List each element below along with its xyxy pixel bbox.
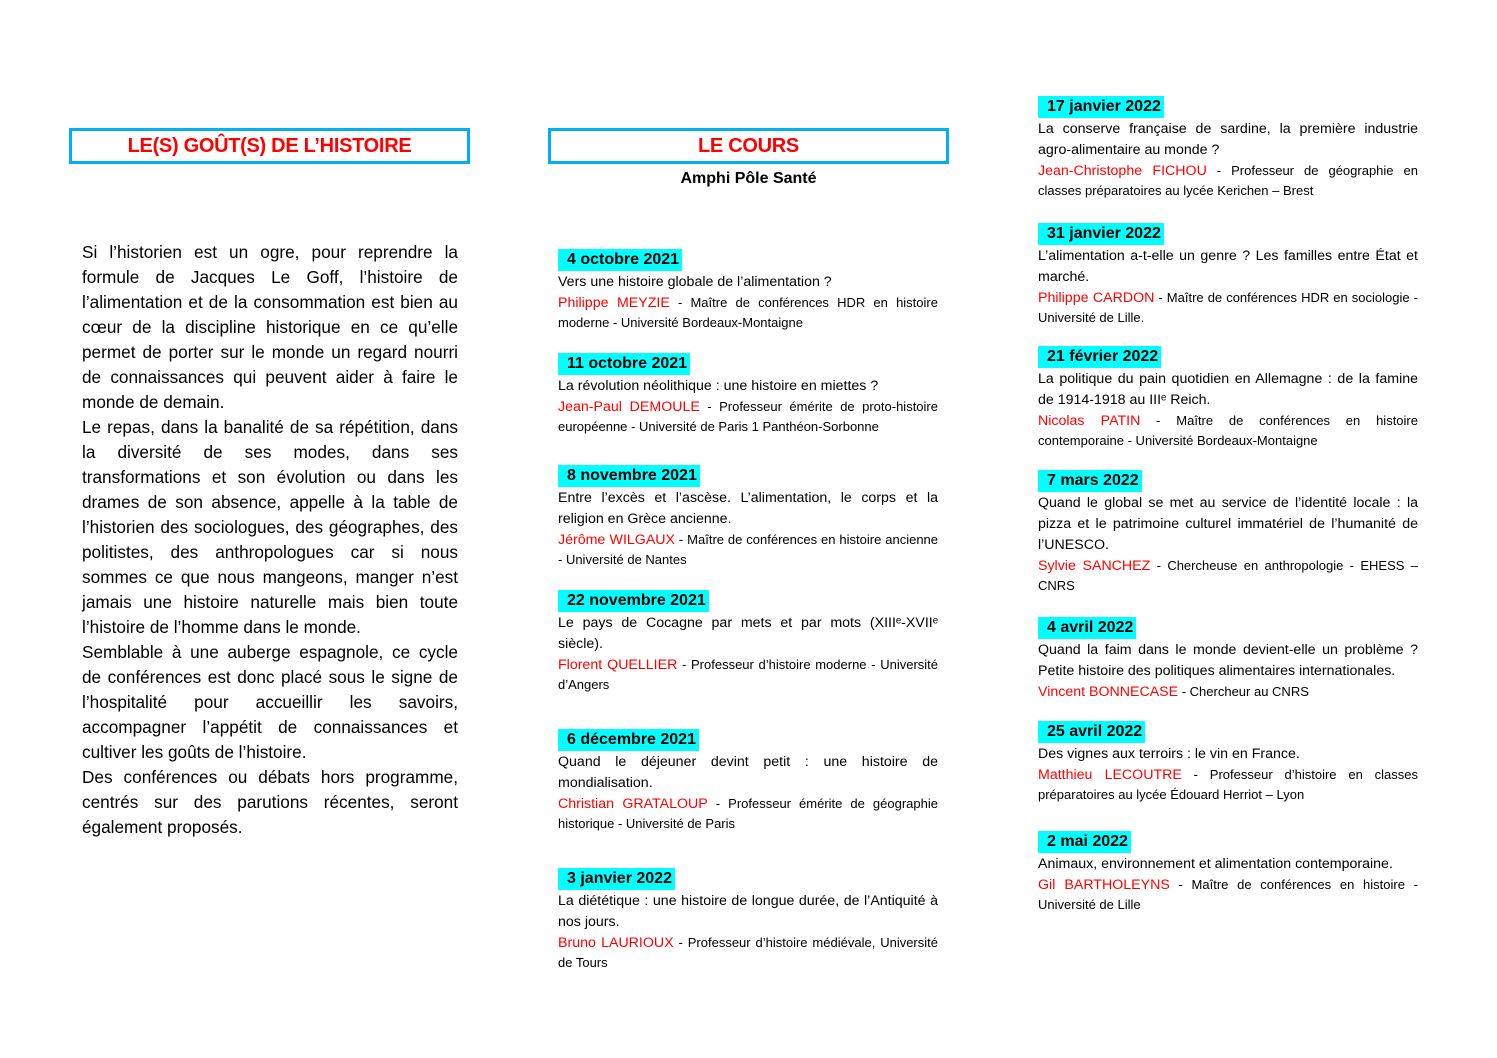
speaker-affiliation: - Maître de conférences en histoire contemporaine - Université Bordeaux-Montaigne bbox=[1038, 413, 1418, 448]
intro-title-box bbox=[69, 128, 470, 164]
speaker-name: Jean-Christophe FICHOU bbox=[1038, 163, 1207, 179]
talk-speaker-line bbox=[1038, 765, 1418, 805]
speaker-name: Jérôme WILGAUX bbox=[558, 532, 675, 548]
speaker-affiliation: - Professeur d’histoire médiévale, Université de Tours bbox=[558, 935, 938, 970]
talk-title: La révolution néolithique : une histoire en miettes ? bbox=[558, 378, 879, 394]
speaker-affiliation: - Professeur émérite de proto-histoire européenne - Université de Paris 1 Panthéon-Sorbonne bbox=[558, 399, 938, 434]
intro-paragraph: Si l’historien est un ogre, pour reprendre la formule de Jacques Le Goff, l’histoire de l’alimentation et de la consommation est bien au cœur de la discipline historique en ce qu’elle permet de porter sur le monde un regard nourri de connaissances qui peuvent aider à faire le monde de demain. bbox=[82, 242, 458, 412]
talk-entry bbox=[558, 729, 938, 834]
talk-title: Quand le déjeuner devint petit : une histoire de mondialisation. bbox=[558, 754, 938, 791]
talk-speaker-line bbox=[1038, 556, 1418, 596]
talk-date: 4 octobre 2021 bbox=[558, 249, 682, 271]
talk-date: 22 novembre 2021 bbox=[558, 590, 709, 612]
course-title-box bbox=[548, 128, 949, 164]
talk-entry bbox=[1038, 470, 1418, 596]
talk-title: Quand le global se met au service de l’identité locale : la pizza et le patrimoine culturel immatériel de l’humanité de l’UNESCO. bbox=[1038, 495, 1418, 553]
speaker-affiliation: - Maître de conférences en histoire - Université de Lille bbox=[1038, 877, 1418, 912]
speaker-name: Matthieu LECOUTRE bbox=[1038, 767, 1182, 783]
speaker-affiliation: - Professeur d’histoire en classes préparatoires au lycée Édouard Herriot – Lyon bbox=[1038, 767, 1418, 802]
intro-paragraph: Des conférences ou débats hors programme, centrés sur des parutions récentes, seront également proposés. bbox=[82, 767, 458, 837]
speaker-name: Vincent BONNECASE bbox=[1038, 684, 1179, 700]
talk-speaker-line bbox=[1038, 682, 1418, 702]
speaker-affiliation: - Maître de conférences HDR en sociologie - Université de Lille. bbox=[1038, 290, 1419, 325]
intro-paragraph: Le repas, dans la banalité de sa répétition, dans la diversité de ses modes, dans ses transformations et son évolution ou dans les drames de son absence, appelle à la table de l’historien des sociologues, des géographes, des politistes, des anthropologues car si nous sommes ce que nous mangeons, manger n’est jamais une histoire naturelle mais bien toute l’histoire de l’homme dans le monde. bbox=[82, 417, 458, 637]
speaker-affiliation: - Chercheur au CNRS bbox=[1178, 684, 1309, 699]
talk-date: 17 janvier 2022 bbox=[1038, 96, 1164, 118]
talk-date: 31 janvier 2022 bbox=[1038, 223, 1164, 245]
talk-entry bbox=[1038, 96, 1418, 201]
talk-speaker-line bbox=[558, 655, 938, 695]
speaker-affiliation: - Maître de conférences HDR en histoire moderne - Université Bordeaux-Montaigne bbox=[558, 295, 938, 330]
speaker-name: Bruno LAURIOUX bbox=[558, 935, 674, 951]
talk-date: 21 février 2022 bbox=[1038, 346, 1161, 368]
talk-speaker-line bbox=[1038, 288, 1418, 328]
talk-date: 11 octobre 2021 bbox=[558, 353, 690, 375]
talk-entry bbox=[558, 353, 938, 437]
talk-speaker-line bbox=[558, 933, 938, 973]
speaker-name: Christian GRATALOUP bbox=[558, 796, 708, 812]
talks-column-middle bbox=[558, 229, 938, 973]
talk-entry bbox=[558, 465, 938, 570]
talk-entry bbox=[558, 590, 938, 695]
talk-title: Le pays de Cocagne par mets et par mots (XIIIᵉ-XVIIᵉ siècle). bbox=[558, 615, 938, 652]
intro-paragraph: Semblable à une auberge espagnole, ce cycle de conférences est donc placé sous le signe de l’hospitalité pour accueillir les savoirs, accompagner l’appétit de connaissances et cultiver les goûts de l’histoire. bbox=[82, 642, 458, 762]
talk-speaker-line bbox=[1038, 411, 1418, 451]
talk-title: Quand la faim dans le monde devient-elle un problème ? Petite histoire des politiques alimentaires internationales. bbox=[1038, 642, 1418, 679]
talk-speaker-line bbox=[1038, 161, 1418, 201]
talk-speaker-line bbox=[558, 293, 938, 333]
speaker-name: Gil BARTHOLEYNS bbox=[1038, 877, 1170, 893]
speaker-name: Nicolas PATIN bbox=[1038, 413, 1141, 429]
talk-title: Vers une histoire globale de l’alimentation ? bbox=[558, 274, 832, 290]
speaker-affiliation: - Maître de conférences en histoire ancienne - Université de Nantes bbox=[558, 532, 939, 567]
talk-speaker-line bbox=[558, 530, 938, 570]
talk-title: Animaux, environnement et alimentation contemporaine. bbox=[1038, 856, 1393, 872]
talk-speaker-line bbox=[1038, 875, 1418, 915]
intro-text bbox=[82, 240, 458, 840]
talk-entry bbox=[558, 249, 938, 333]
talk-entry bbox=[1038, 223, 1418, 328]
speaker-name: Philippe CARDON bbox=[1038, 290, 1155, 306]
talk-entry bbox=[558, 868, 938, 973]
speaker-name: Jean-Paul DEMOULE bbox=[558, 399, 700, 415]
talk-date: 3 janvier 2022 bbox=[558, 868, 675, 890]
intro-title: LE(S) GOÛT(S) DE L’HISTOIRE bbox=[127, 134, 412, 157]
talk-entry bbox=[1038, 617, 1418, 702]
speaker-name: Sylvie SANCHEZ bbox=[1038, 558, 1151, 574]
talk-date: 25 avril 2022 bbox=[1038, 721, 1145, 743]
course-title: LE COURS bbox=[698, 134, 799, 157]
talk-date: 4 avril 2022 bbox=[1038, 617, 1136, 639]
talk-speaker-line bbox=[558, 794, 938, 834]
talk-date: 8 novembre 2021 bbox=[558, 465, 700, 487]
speaker-affiliation: - Chercheuse en anthropologie - EHESS – CNRS bbox=[1038, 558, 1418, 593]
talk-title: Entre l’excès et l’ascèse. L’alimentation, le corps et la religion en Grèce ancienne. bbox=[558, 490, 938, 527]
talk-title: La conserve française de sardine, la première industrie agro-alimentaire au monde ? bbox=[1038, 121, 1418, 158]
talk-title: La politique du pain quotidien en Allemagne : de la famine de 1914-1918 au IIIᵉ Reich. bbox=[1038, 371, 1418, 408]
speaker-name: Florent QUELLIER bbox=[558, 657, 678, 673]
talk-entry bbox=[1038, 831, 1418, 915]
talk-entry bbox=[1038, 346, 1418, 451]
speaker-affiliation: - Professeur émérite de géographie historique - Université de Paris bbox=[558, 796, 938, 831]
talk-title: L’alimentation a-t-elle un genre ? Les familles entre État et marché. bbox=[1038, 248, 1418, 285]
talk-date: 2 mai 2022 bbox=[1038, 831, 1131, 853]
talk-speaker-line bbox=[558, 397, 938, 437]
speaker-affiliation: - Professeur d’histoire moderne - Université d’Angers bbox=[558, 657, 938, 692]
talk-date: 7 mars 2022 bbox=[1038, 470, 1142, 492]
course-venue: Amphi Pôle Santé bbox=[680, 170, 817, 187]
speaker-affiliation: - Professeur de géographie en classes préparatoires au lycée Kerichen – Brest bbox=[1038, 163, 1418, 198]
talk-title: Des vignes aux terroirs : le vin en France. bbox=[1038, 746, 1300, 762]
talk-date: 6 décembre 2021 bbox=[558, 729, 699, 751]
talks-column-right bbox=[1038, 76, 1418, 915]
talk-entry bbox=[1038, 721, 1418, 805]
talk-title: La diététique : une histoire de longue durée, de l’Antiquité à nos jours. bbox=[558, 893, 938, 930]
speaker-name: Philippe MEYZIE bbox=[558, 295, 670, 311]
